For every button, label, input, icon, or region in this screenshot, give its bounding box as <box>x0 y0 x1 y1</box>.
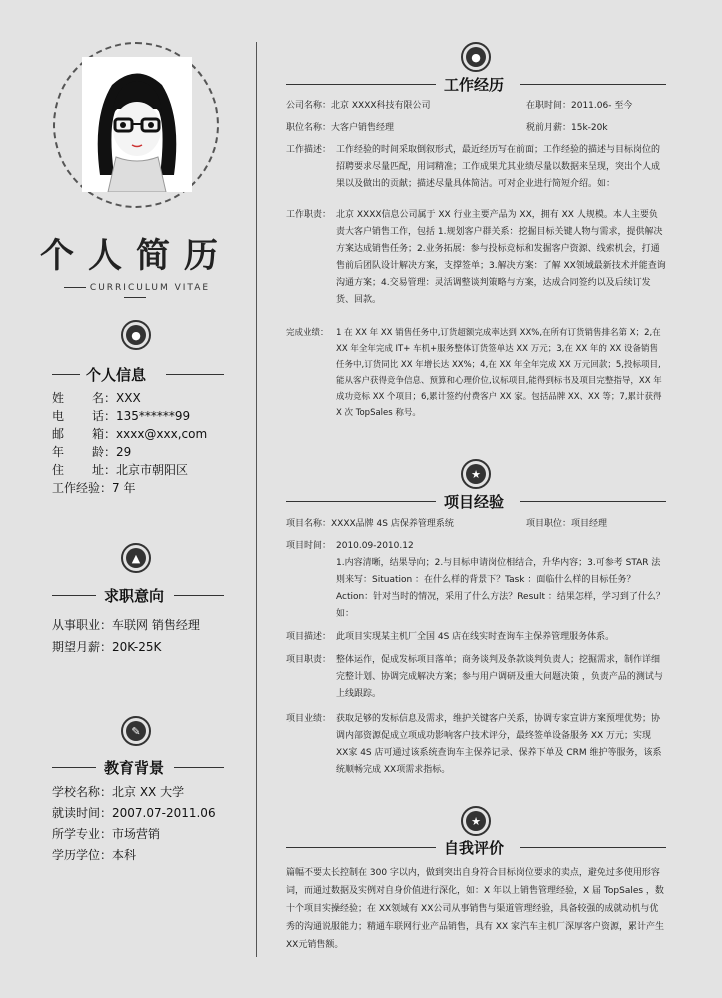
left-column <box>0 0 255 998</box>
work-achievements: 完成业绩： 1 在 XX 年 XX 销售任务中,订货超额完成率达到 XX%,在所有订货销售排名第 X；2,在 XX 年全年完成 IT+ 车机+服务整体订货签单达 XX 万元；3,在 XX 年的 XX 设备销售任务中,订货同比 XX 年增长达 XX%；4,在 XX 年全年完成 XX 万元回款；5,投标项目,能从客户获得竞争信息、预算和心理价位,议标项目,能得到标书及项目完整指导，XX 年成功竞标 XX 个项目；6,累计签约付费客户 XX 家。包括品牌 XX、XX 等；7,累计获得 X 次 TopSales 称号。 <box>286 328 662 418</box>
self-evaluation-text: 篇幅不要太长控制在 300 字以内，做到突出自身符合目标岗位要求的卖点，避免过多使用形容词，而通过数据及实例对自身价值进行深化，如：X 年以上销售管理经验，X 届 TopSales ，数十个项目实操经验；在 XX领域有 XX公司从事销售与渠道管理经验，具备较强的成就动机与优秀的沟通说服能力；精通车联网行业产品销售，具有 XX 家汽车主机厂深厚客户资源，累计产生 XX元销售额。 <box>286 868 665 950</box>
info-row-name: 姓名：XXX <box>52 391 141 405</box>
work-company: 公司名称：北京 XXXX科技有限公司 <box>286 101 431 111</box>
star-icon: ★ <box>461 806 491 836</box>
work-duties: 工作职责： 北京 XXXX信息公司属于 XX 行业主要产品为 XX，拥有 XX 人规模。本人主要负责大客户销售工作，包括 1.规划客户群关系：挖掘目标关键人物与需求，提供解决方案达成销售任务；2.业务拓展：参与投标竞标和发掘客户资源、线索机会，打通售前后团队设计解决方案，支撑签单；3.解决方案：了解 XX领域最新技术并能查询沟通方案；4.交易管理：灵活调整谈判策略与方案，达成合同签约以及后续订发货、回款。 <box>286 210 666 305</box>
edu-degree: 学历学位：本科 <box>52 848 137 862</box>
work-experience-heading: 工作经历 <box>286 74 666 94</box>
info-row-age: 年龄：29 <box>52 445 132 459</box>
info-row-phone: 电话：135******99 <box>52 409 191 423</box>
education-list <box>52 782 216 866</box>
work-position: 职位名称：大客户销售经理 <box>286 123 395 133</box>
person-icon: ● <box>121 320 151 350</box>
info-row-email: 邮箱：xxxx@xxx,com <box>52 427 208 441</box>
page-title: 个人简历 <box>40 236 232 276</box>
target-person-icon: ▲ <box>121 543 151 573</box>
job-intent-heading: 求职意向 <box>52 585 224 605</box>
trophy-icon: ★ <box>461 459 491 489</box>
project-achievements: 项目业绩： 获取足够的发标信息及需求，维护关键客户关系，协调专家宣讲方案预埋优势；协调内部资源促成立项成功影响客户技术评分，最终签单设备服务 XX 万元；实现 XX家 4S 店可通过该系统查询车主保养记录、保养下单及 CRM 维护等服务，该系统顺畅完成 XX项需求指标。 <box>286 714 662 775</box>
project-description: 项目描述： 此项目实现某主机厂全国 4S 店在线实时查询车主保养管理服务体系。 <box>286 632 615 642</box>
column-divider <box>256 42 257 957</box>
edu-period: 就读时间：2007.07-2011.06 <box>52 806 216 820</box>
project-time: 项目时间： 2010.09-2010.12 1.内容清晰，结果导向；2.与目标申请岗位相结合，升华内容；3.可参考 STAR 法则来写：Situation ：在什么样的背景下？Task ：面临什么样的目标任务？Action：针对当时的情况，采用了什么方法？Result ：结果怎样，学习到了什么？如： <box>286 541 665 619</box>
page-subtitle: CURRICULUM VITAE <box>45 283 225 303</box>
project-name: 项目名称：XXXX品牌 4S 店保养管理系统 <box>286 519 454 529</box>
info-row-address: 住址：北京市朝阳区 <box>52 463 189 477</box>
info-row-experience: 工作经验：7 年 <box>52 481 136 495</box>
job-intent-list <box>52 616 200 656</box>
work-experience-block <box>286 98 666 421</box>
certificate-icon: ✎ <box>121 716 151 746</box>
project-role: 项目职位：项目经理 <box>526 519 608 529</box>
personal-info-list <box>52 389 207 497</box>
work-tenure: 在职时间：2011.06- 至今 <box>526 101 633 111</box>
personal-info-heading: 个人信息 <box>52 364 224 384</box>
project-experience-block <box>286 516 666 779</box>
edu-school: 学校名称：北京 XX 大学 <box>52 785 185 799</box>
work-salary: 税前月薪：15k-20k <box>526 123 608 133</box>
self-evaluation-heading: 自我评价 <box>286 837 666 857</box>
education-heading: 教育背景 <box>52 757 224 777</box>
work-description: 工作描述： 工作经验的时间采取倒叙形式，最近经历写在前面；工作经验的描述与目标岗位的招聘要求尽量匹配，用词精准；工作成果尤其业绩尽量以数据来呈现，突出个人成果以及做出的贡献；描述尽量具体简洁。可对企业进行简短介绍。如： <box>286 145 661 189</box>
briefcase-person-icon: ● <box>461 42 491 72</box>
project-duties: 项目职责： 整体运作，促成发标项目落单；商务谈判及条款谈判负责人；挖掘需求，制作详细完整计划、协调完成解决方案；参与用户调研及重大问题决策 ，负责产品的测试与上线跟踪。 <box>286 655 663 699</box>
intent-salary: 期望月薪：20K-25K <box>52 640 162 654</box>
project-experience-heading: 项目经验 <box>286 491 666 511</box>
intent-job: 从事职业：车联网 销售经理 <box>52 618 200 632</box>
edu-major: 所学专业：市场营销 <box>52 827 161 841</box>
avatar <box>82 57 192 192</box>
